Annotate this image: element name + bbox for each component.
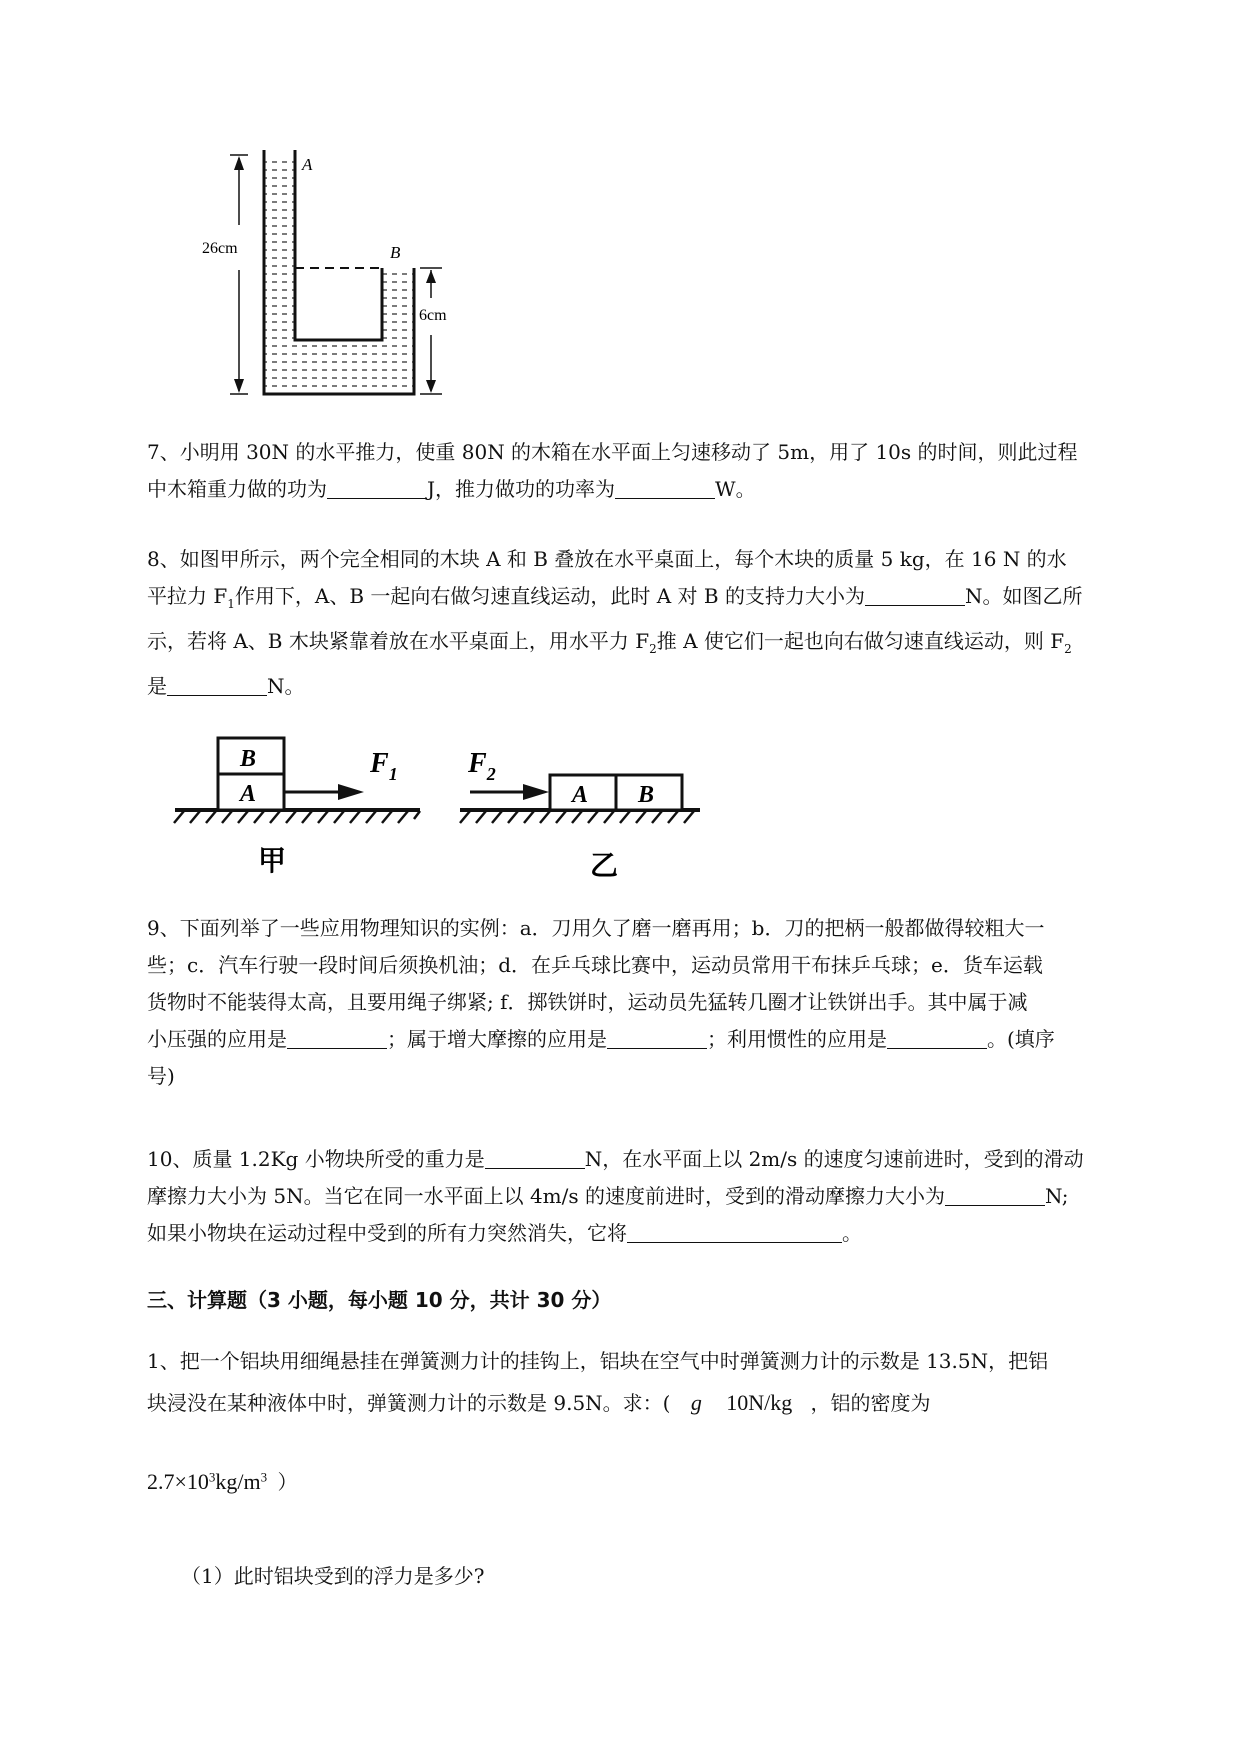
answer-blank <box>887 1024 987 1049</box>
question-10 <box>147 1141 1159 1252</box>
left-block-b: B <box>240 746 257 772</box>
c1-subquestion-1: （1）此时铝块受到的浮力是多少? <box>181 1564 485 1588</box>
force-f1: $F_1$ <box>370 748 398 784</box>
q9-text: ；利用惯性的应用是 <box>707 1027 887 1051</box>
q10-text: 摩擦力大小为 5N。当它在同一水平面上以 4m/s 的速度前进时，受到的滑动摩擦力大小为 <box>147 1184 945 1208</box>
q8-subscript: 2 <box>1064 642 1072 656</box>
q10-text: N，在水平面上以 2m/s 的速度匀速前进时，受到的滑动 <box>584 1147 1084 1171</box>
section-heading: 三、计算题（3 小题，每小题 10 分，共计 30 分） <box>147 1288 612 1312</box>
dim-6cm: 6cm <box>419 307 447 324</box>
q7-text-c: W。 <box>715 477 756 501</box>
q9-line-4 <box>147 1021 1159 1058</box>
right-block-b: B <box>638 782 655 808</box>
answer-blank <box>485 1144 585 1169</box>
answer-blank <box>945 1181 1045 1206</box>
caption-yi: 乙 <box>590 851 619 882</box>
label-b: B <box>390 243 401 262</box>
q9-text: 。(填序 <box>987 1027 1055 1051</box>
left-block-a: A <box>240 781 257 807</box>
answer-blank <box>287 1024 387 1049</box>
question-7 <box>147 434 1159 508</box>
label-a: A <box>302 155 313 174</box>
q8-line-1: 8、如图甲所示，两个完全相同的木块 A 和 B 叠放在水平桌面上，每个木块的质量 5 kg，在 16 N 的水 <box>147 547 1067 571</box>
q8-line-2 <box>147 578 1159 623</box>
q10-line-1 <box>147 1141 1159 1178</box>
q8-text: 示，若将 A、B 木块紧靠着放在水平桌面上，用水平力 F <box>147 629 650 653</box>
c1-density-exp: 3 <box>208 1469 216 1485</box>
caption-jia: 甲 <box>258 846 287 877</box>
q8-text: 是 <box>147 674 167 698</box>
q10-text: 。 <box>842 1221 862 1245</box>
right-block-a: A <box>572 782 589 808</box>
q9-line-2: 些；c．汽车行驶一段时间后须换机油；d．在乒乓球比赛中，运动员常用干布抹乒乓球；e．货车运载 <box>147 953 1043 977</box>
c1-text: ，铝的密度为 <box>810 1391 931 1415</box>
c1-line-3 <box>147 1466 298 1495</box>
answer-blank <box>607 1024 707 1049</box>
q7-line-2 <box>147 471 1159 508</box>
q10-line-3 <box>147 1215 1159 1252</box>
q8-subscript: 2 <box>649 642 657 656</box>
q8-text: N。如图乙所 <box>964 584 1083 608</box>
q7-line-1: 7、小明用 30N 的水平推力，使重 80N 的木箱在水平面上匀速移动了 5m，用了 10s 的时间，则此过程 <box>147 440 1078 464</box>
answer-blank <box>167 671 267 696</box>
q8-text: 作用下，A、B 一起向右做匀速直线运动，此时 A 对 B 的支持力大小为 <box>234 584 865 608</box>
q9-text: 小压强的应用是 <box>147 1027 287 1051</box>
q8-subscript: 1 <box>227 597 235 611</box>
q8-line-3 <box>147 623 1159 668</box>
answer-blank <box>627 1218 842 1243</box>
c1-text: 块浸没在某种液体中时，弹簧测力计的示数是 9.5N。求：( <box>147 1391 671 1415</box>
q10-text: N; <box>1045 1184 1069 1208</box>
c1-density-value: 2.7×10 <box>147 1469 209 1494</box>
q8-text: 推 A 使它们一起也向右做匀速直线运动，则 F <box>656 629 1065 653</box>
figure-blocks <box>170 720 710 890</box>
c1-g-value: 10N/kg <box>726 1390 793 1415</box>
q10-text: 如果小物块在运动过程中受到的所有力突然消失，它将 <box>147 1221 627 1245</box>
figure-connected-vessel <box>202 150 480 400</box>
q7-text-b: J，推力做功的功率为 <box>427 477 616 501</box>
q10-text: 10、质量 1.2Kg 小物块所受的重力是 <box>147 1147 485 1171</box>
calc-question-1 <box>147 1343 1159 1422</box>
q9-line-5: 号) <box>147 1064 175 1088</box>
c1-density-unit-exp: 3 <box>260 1469 268 1485</box>
q8-text: N。 <box>267 674 305 698</box>
force-f2: $F_2$ <box>468 748 496 784</box>
q9-line-3: 货物时不能装得太高，且要用绳子绑紧; f．掷铁饼时，运动员先猛转几圈才让铁饼出手。其中属于减 <box>147 990 1028 1014</box>
answer-blank <box>865 581 965 606</box>
question-9 <box>147 910 1159 1095</box>
answer-blank <box>327 474 427 499</box>
q9-line-1: 9、下面列举了一些应用物理知识的实例：a．刀用久了磨一磨再用；b．刀的把柄一般都做得较粗大一 <box>147 916 1045 940</box>
q9-text: ；属于增大摩擦的应用是 <box>387 1027 607 1051</box>
c1-density-unit: kg/m <box>215 1469 261 1494</box>
c1-line-1: 1、把一个铝块用细绳悬挂在弹簧测力计的挂钩上，铝块在空气中时弹簧测力计的示数是 13.5N，把铝 <box>147 1349 1049 1373</box>
q8-text: 平拉力 F <box>147 584 228 608</box>
dim-26cm: 26cm <box>202 240 238 257</box>
c1-g-symbol: g <box>690 1390 702 1415</box>
question-8 <box>147 541 1159 705</box>
c1-close-paren: ） <box>277 1470 298 1494</box>
answer-blank <box>615 474 715 499</box>
q7-text-a: 中木箱重力做的功为 <box>147 477 327 501</box>
c1-line-2 <box>147 1384 1159 1422</box>
q10-line-2 <box>147 1178 1159 1215</box>
q8-line-4 <box>147 668 1159 705</box>
